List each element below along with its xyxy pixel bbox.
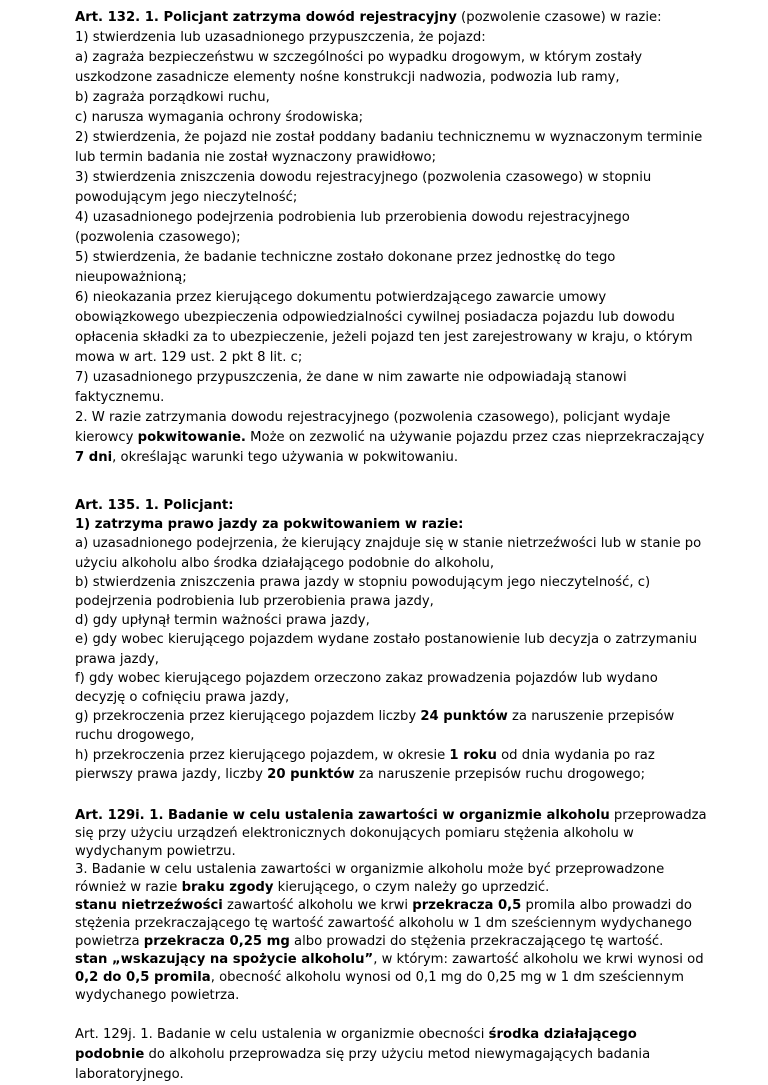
art135-h-text-c: od dnia wydania po raz pierwszy prawa jazdy, liczby [75,747,655,782]
art132-item-7: 7) uzasadnionego przypuszczenia, że dane w nim zawarte nie odpowiadają stanowi faktycznemu. [75,370,627,405]
art129i-s-bold-mg: przekracza 0,25 mg [143,934,290,950]
art132-p2-bold-days: 7 dni [75,450,113,465]
art135-h-text-a: h) przekroczenia przez kierującego pojazdem, w okresie [75,747,450,763]
art135-heading: Art. 135. 1. Policjant: [75,498,234,513]
art129i-s-bold-threshold: przekracza 0,5 [412,898,522,914]
art132-item-5: 5) stwierdzenia, że badanie techniczne zostało dokonane przez jednostkę do tego nieupoważnioną; [75,250,616,285]
art132-p2-bold-receipt: pokwitowanie. [137,430,246,445]
art132-p2-text-a: 2. W razie zatrzymania dowodu rejestracyjnego (pozwolenia czasowego), policjant wydaje kierowcy [75,410,671,445]
art129i-paragraph-3 [75,861,708,897]
art129i-w-bold-range: 0,2 do 0,5 promila [75,970,211,986]
art135-item-e: e) gdy wobec kierującego pojazdem wydane zostało postanowienie lub decyzja o zatrzymaniu prawa jazdy, [75,632,698,667]
art129i-consumption-definition [75,951,708,1005]
art132-item-c: c) narusza wymagania ochrony środowiska; [75,110,364,125]
art129i-s-text-d: promila albo prowadzi do stężenia przekraczającego tę wartość zawartość alkoholu w 1 dm sześciennym wydychanego powietrza [75,898,692,950]
art132-heading: Art. 132. 1. Policjant zatrzyma dowód rejestracyjny [75,10,457,25]
art135-subheading: 1) zatrzyma prawo jazdy za pokwitowaniem w razie: [75,517,464,533]
art129i-s-text-b: zawartość alkoholu we krwi [222,898,413,914]
art129i-s-bold-term: stanu nietrzeźwości [75,898,223,914]
article-129i [75,807,708,1005]
art135-g-text-c: za naruszenie przepisów ruchu drogowego, [75,709,675,744]
art129i-p3-bold-consent: braku zgody [181,880,274,896]
art135-h-text-e: za naruszenie przepisów ruchu drogowego; [354,766,646,782]
art129j-paragraph-1 [75,1025,708,1085]
art132-heading-rest: (pozwolenie czasowe) w razie: [456,10,662,25]
art132-p2-text-e: , określając warunki tego używania w pokwitowaniu. [112,450,459,465]
art129i-p3-text-c: kierującego, o czym należy go uprzedzić. [273,880,550,896]
art132-item-1: 1) stwierdzenia lub uzasadnionego przypuszczenia, że pojazd: [75,30,486,45]
art132-item-2: 2) stwierdzenia, że pojazd nie został poddany badaniu technicznemu w wyznaczonym terminie lub termin badania nie został wyznaczony prawidłowo; [75,130,703,165]
art132-item-3: 3) stwierdzenia zniszczenia dowodu rejestracyjnego (pozwolenia czasowego) w stopniu powodującym jego nieczytelność; [75,170,652,205]
art135-item-g [75,707,708,745]
art135-item-b: b) stwierdzenia zniszczenia prawa jazdy w stopniu powodującym jego nieczytelność, c) podejrzenia podrobienia lub przerobienia prawa jazdy, [75,574,651,610]
art129i-s-text-f: albo prowadzi do stężenia przekraczającego tę wartość. [289,934,664,950]
art129i-w-text-b: , w którym: zawartość alkoholu we krwi wynosi od [373,952,704,968]
art132-item-a: a) zagraża bezpieczeństwu w szczególności po wypadku drogowym, w którym zostały uszkodzone zasadnicze elementy nośne konstrukcji nadwozia, podwozia lub ramy, [75,50,643,85]
art135-item-f: f) gdy wobec kierującego pojazdem orzeczono zakaz prowadzenia pojazdów lub wydano decyzję o cofnięciu prawa jazdy, [75,670,658,706]
article-132 [75,8,708,468]
art135-h-bold-points: 20 punktów [267,766,355,782]
art132-item-b: b) zagraża porządkowi ruchu, [75,90,270,105]
art129j-text-c: do alkoholu przeprowadza się przy użyciu metod niewymagających badania laboratoryjnego. [75,1047,651,1083]
art135-item-a: a) uzasadnionego podejrzenia, że kierujący znajduje się w stanie nietrzeźwości lub w stanie po użyciu alkoholu albo środka działającego podobnie do alkoholu, [75,536,702,571]
art132-item-6: 6) nieokazania przez kierującego dokumentu potwierdzającego zawarcie umowy obowiązkowego ubezpieczenia odpowiedzialności cywilnej posiadacza pojazdu lub dowodu opłacenia składki za to ubezpieczenie, jeżeli pojazd ten jest zarejestrowany w kraju, o którym mowa w art. 129 ust. 2 pkt 8 lit. c; [75,290,693,365]
art129i-p3-text-a: 3. Badanie w celu ustalenia zawartości w organizmie alkoholu może być przeprowadzone również w razie [75,862,665,896]
art132-p2-text-c: Może on zezwolić na używanie pojazdu przez czas nieprzekraczający [245,430,705,445]
article-129j [75,1025,708,1085]
art129j-bold-substance: środka działającego podobnie [75,1027,637,1063]
art135-h-bold-year: 1 roku [449,747,497,763]
art129i-w-text-d: , obecność alkoholu wynosi od 0,1 mg do 0,25 mg w 1 dm sześciennym wydychanego powietrza. [75,970,684,1004]
art135-item-d: d) gdy upłynął termin ważności prawa jazdy, [75,613,370,629]
article-135 [75,496,708,784]
art129i-w-bold-term: stan „wskazujący na spożycie alkoholu” [75,952,374,968]
art129i-intoxication-definition [75,897,708,951]
art132-item-4: 4) uzasadnionego podejrzenia podrobienia lub przerobienia dowodu rejestracyjnego (pozwolenia czasowego); [75,210,630,245]
art135-g-bold-points: 24 punktów [420,709,508,725]
art135-g-text-a: g) przekroczenia przez kierującego pojazdem liczby [75,709,421,725]
art135-heading-line [75,496,708,515]
art129i-paragraph-1 [75,807,708,861]
art132-heading-line [75,8,708,28]
art135-subheading-line [75,515,708,534]
art129j-text-a: Art. 129j. 1. Badanie w celu ustalenia w organizmie obecności [75,1027,489,1043]
art135-item-h [75,746,708,784]
art132-paragraph-2 [75,408,708,468]
art129i-heading-rest: przeprowadza się przy użyciu urządzeń elektronicznych dokonujących pomiaru stężenia alkoholu w wydychanym powietrzu. [75,808,707,860]
art129i-heading: Art. 129i. 1. Badanie w celu ustalenia zawartości w organizmie alkoholu [75,808,610,824]
